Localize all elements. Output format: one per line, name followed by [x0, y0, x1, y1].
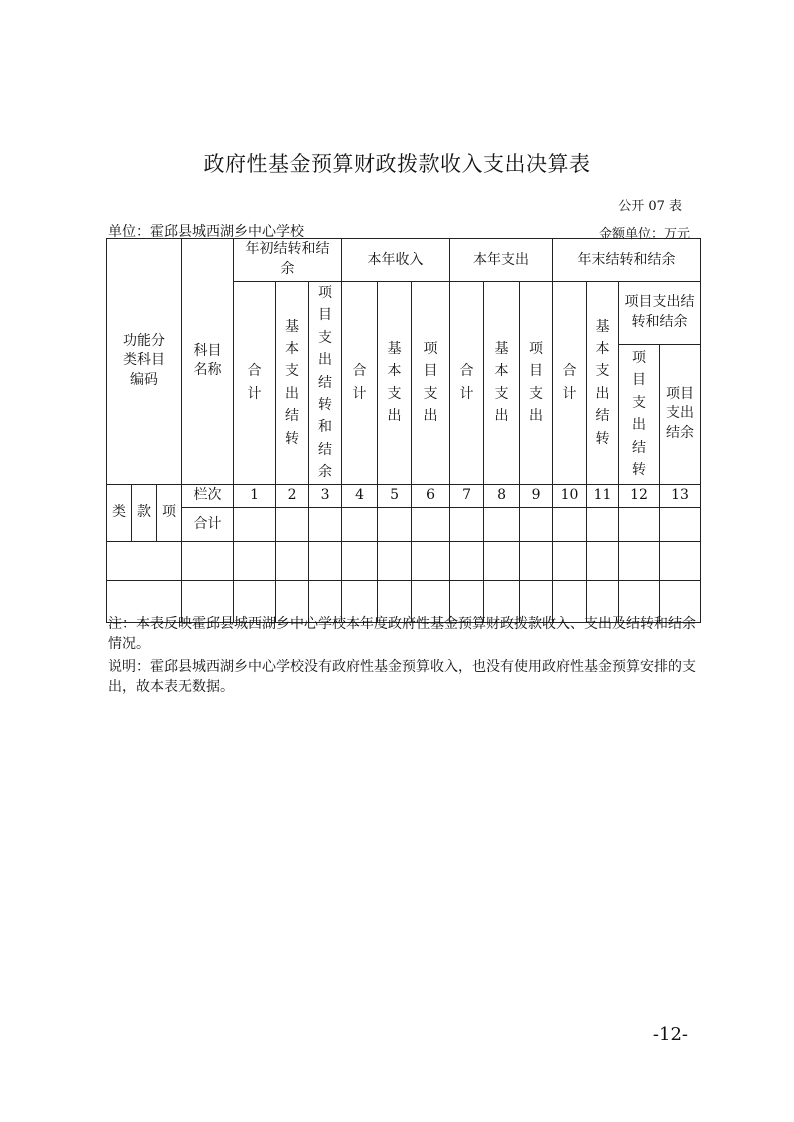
col-number: 12 — [619, 484, 660, 507]
xiang-header: 项 — [157, 484, 182, 541]
explanation-text: 说明：霍邱县城西湖乡中心学校没有政府性基金预算收入，也没有使用政府性基金预算安排的支出，故本表无数据。 — [108, 658, 696, 695]
table-row — [107, 507, 701, 541]
col-number: 1 — [234, 484, 276, 507]
kuan-header: 款 — [132, 484, 157, 541]
end-project-carry-header: 项目支出结转 — [619, 344, 660, 484]
begin-basic-carry-header: 基本支出结转 — [276, 282, 309, 485]
col-number: 4 — [342, 484, 378, 507]
page-title: 政府性基金预算财政拨款收入支出决算表 — [203, 152, 591, 176]
lanci-label: 栏次 — [182, 484, 234, 507]
table-row — [107, 541, 701, 580]
form-number: 公开 07 表 — [618, 199, 682, 214]
income-total-header: 合计 — [342, 282, 378, 485]
expense-total-header: 合计 — [450, 282, 484, 485]
income-project-header: 项目支出 — [412, 282, 450, 485]
income-header: 本年收入 — [342, 239, 450, 282]
expense-header: 本年支出 — [450, 239, 553, 282]
col-number: 2 — [276, 484, 309, 507]
subject-name-header: 科目名称 — [182, 239, 234, 485]
col-number: 10 — [553, 484, 587, 507]
col-number: 3 — [309, 484, 342, 507]
unit-label: 单位：霍邱县城西湖乡中心学校 — [108, 224, 304, 240]
col-number: 6 — [412, 484, 450, 507]
notes-section — [108, 614, 698, 699]
func-code-header: 功能分类科目编码 — [107, 239, 182, 485]
end-project-balance-header: 项目支出结余 — [660, 344, 701, 484]
end-basic-carry-header: 基本支出结转 — [587, 282, 619, 485]
end-balance-header: 年末结转和结余 — [553, 239, 701, 282]
col-number: 9 — [520, 484, 553, 507]
col-number: 8 — [484, 484, 520, 507]
col-number: 5 — [378, 484, 412, 507]
end-total-header: 合计 — [553, 282, 587, 485]
begin-total-header: 合计 — [234, 282, 276, 485]
col-number: 13 — [660, 484, 701, 507]
budget-table — [106, 238, 701, 623]
income-basic-header: 基本支出 — [378, 282, 412, 485]
col-number: 11 — [587, 484, 619, 507]
begin-project-carry-balance-header: 项目支出结转和结余 — [309, 282, 342, 485]
lei-header: 类 — [107, 484, 132, 541]
expense-basic-header: 基本支出 — [484, 282, 520, 485]
col-number: 7 — [450, 484, 484, 507]
page-number: -12- — [652, 1024, 688, 1045]
begin-balance-header: 年初结转和结余 — [234, 239, 342, 282]
end-project-carry-balance-header: 项目支出结转和结余 — [619, 282, 701, 345]
note-text: 注：本表反映霍邱县城西湖乡中心学校本年度政府性基金预算财政拨款收入、支出及结转和结余情况。 — [108, 616, 696, 653]
expense-project-header: 项目支出 — [520, 282, 553, 485]
amount-unit-label: 金额单位：万元 — [598, 227, 690, 242]
heji-label: 合计 — [182, 507, 234, 541]
